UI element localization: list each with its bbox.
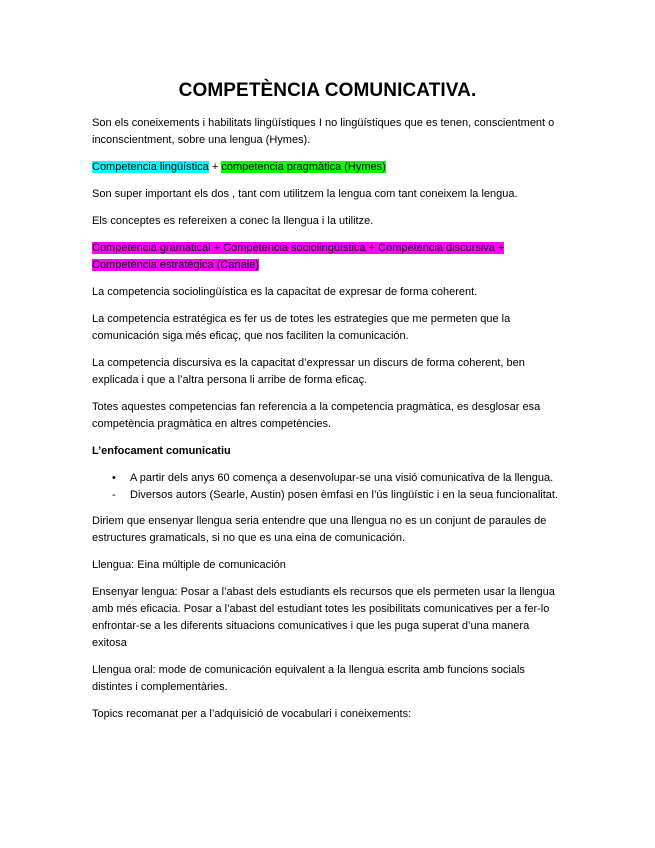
- paragraph-concepts: Els conceptes es refereixen a conec la llengua i la utilitze.: [92, 215, 374, 227]
- paragraph-discursiva: La competencia discursiva es la capacitat d’expressar un discurs de forma coherent, ben explicada i que a l’altra persona li arribe de forma eficaç.: [92, 357, 525, 386]
- list-item-text: Diversos autors (Searle, Austin) posen èmfasi en l’ús lingüístic i en la seua funcionalitat.: [130, 489, 558, 501]
- paragraph-sociolinguistica: La competencia sociolingüística es la capacitat de expresar de forma coherent.: [92, 286, 478, 298]
- page-title: COMPETÈNCIA COMUNICATIVA.: [178, 80, 477, 101]
- paragraph-topics: Topics recomanat per a l’adquisició de vocabulari i coneixements:: [92, 708, 412, 720]
- paragraph-estrategica: La competencia estratégica es fer us de totes les estrategies que me permeten que la comunicación siga més eficaç, que nos faciliten la comunicación.: [92, 313, 511, 342]
- highlight-competencia-pragmatica: competencia pragmàtica (Hymes): [221, 161, 386, 173]
- list-item: [92, 470, 563, 487]
- paragraph-llengua-definition: Llengua: Eina múltiple de comunicación: [92, 559, 286, 571]
- paragraph-pragmatica: Totes aquestes competencias fan referencia a la competencia pragmàtica, es desglosar esa competència pragmàtica en altres competències.: [92, 401, 541, 430]
- bullet-marker: •: [112, 472, 116, 484]
- list-item-text: A partir dels anys 60 comença a desenvolupar-se una visió comunicativa de la llengua.: [130, 472, 554, 484]
- dash-marker: -: [112, 489, 116, 501]
- paragraph-definition: Son els coneixements i habilitats lingüístiques I no lingüístiques que es tenen, conscientment o inconscientment, sobre una lengua (Hymes).: [92, 117, 555, 146]
- paragraph-canale-formula: [92, 240, 563, 274]
- bullet-list: [92, 470, 563, 504]
- paragraph-ensenyar-lengua: Ensenyar lengua: Posar a l’abast dels estudiants els recursos que els permeten usar la llengua amb més eficacia. Posar a l’abast del estudiant totes les posibilitats comunicatives per a fer-lo enfrontar-se a les diferents situacions comunicatives i que les puga superat d’una manera exitosa: [92, 586, 555, 649]
- highlight-competencia-linguistica: Competencia lingüística: [92, 161, 209, 173]
- paragraph-ensenyar-llengua: Diriem que ensenyar llengua seria entendre que una llengua no es un conjunt de paraules de estructures gramaticals, si no que es una eina de comunicación.: [92, 515, 547, 544]
- highlight-canale-competencies: Competència gramatical + Competència sociolingüística + Competència discursiva + Competència estratègica (Canale): [92, 242, 505, 271]
- paragraph-importance: Son super important els dos , tant com utilitzem la lengua com tant coneixem la lengua.: [92, 188, 518, 200]
- plus-separator: +: [208, 161, 222, 173]
- paragraph-llengua-oral: Llengua oral: mode de comunicación equivalent a la llengua escrita amb funcions socials distintes i complementàries.: [92, 664, 525, 693]
- paragraph-hymes-formula: [92, 159, 563, 176]
- list-item: [92, 487, 563, 504]
- section-heading-enfocament: L’enfocament comunicatiu: [92, 445, 231, 457]
